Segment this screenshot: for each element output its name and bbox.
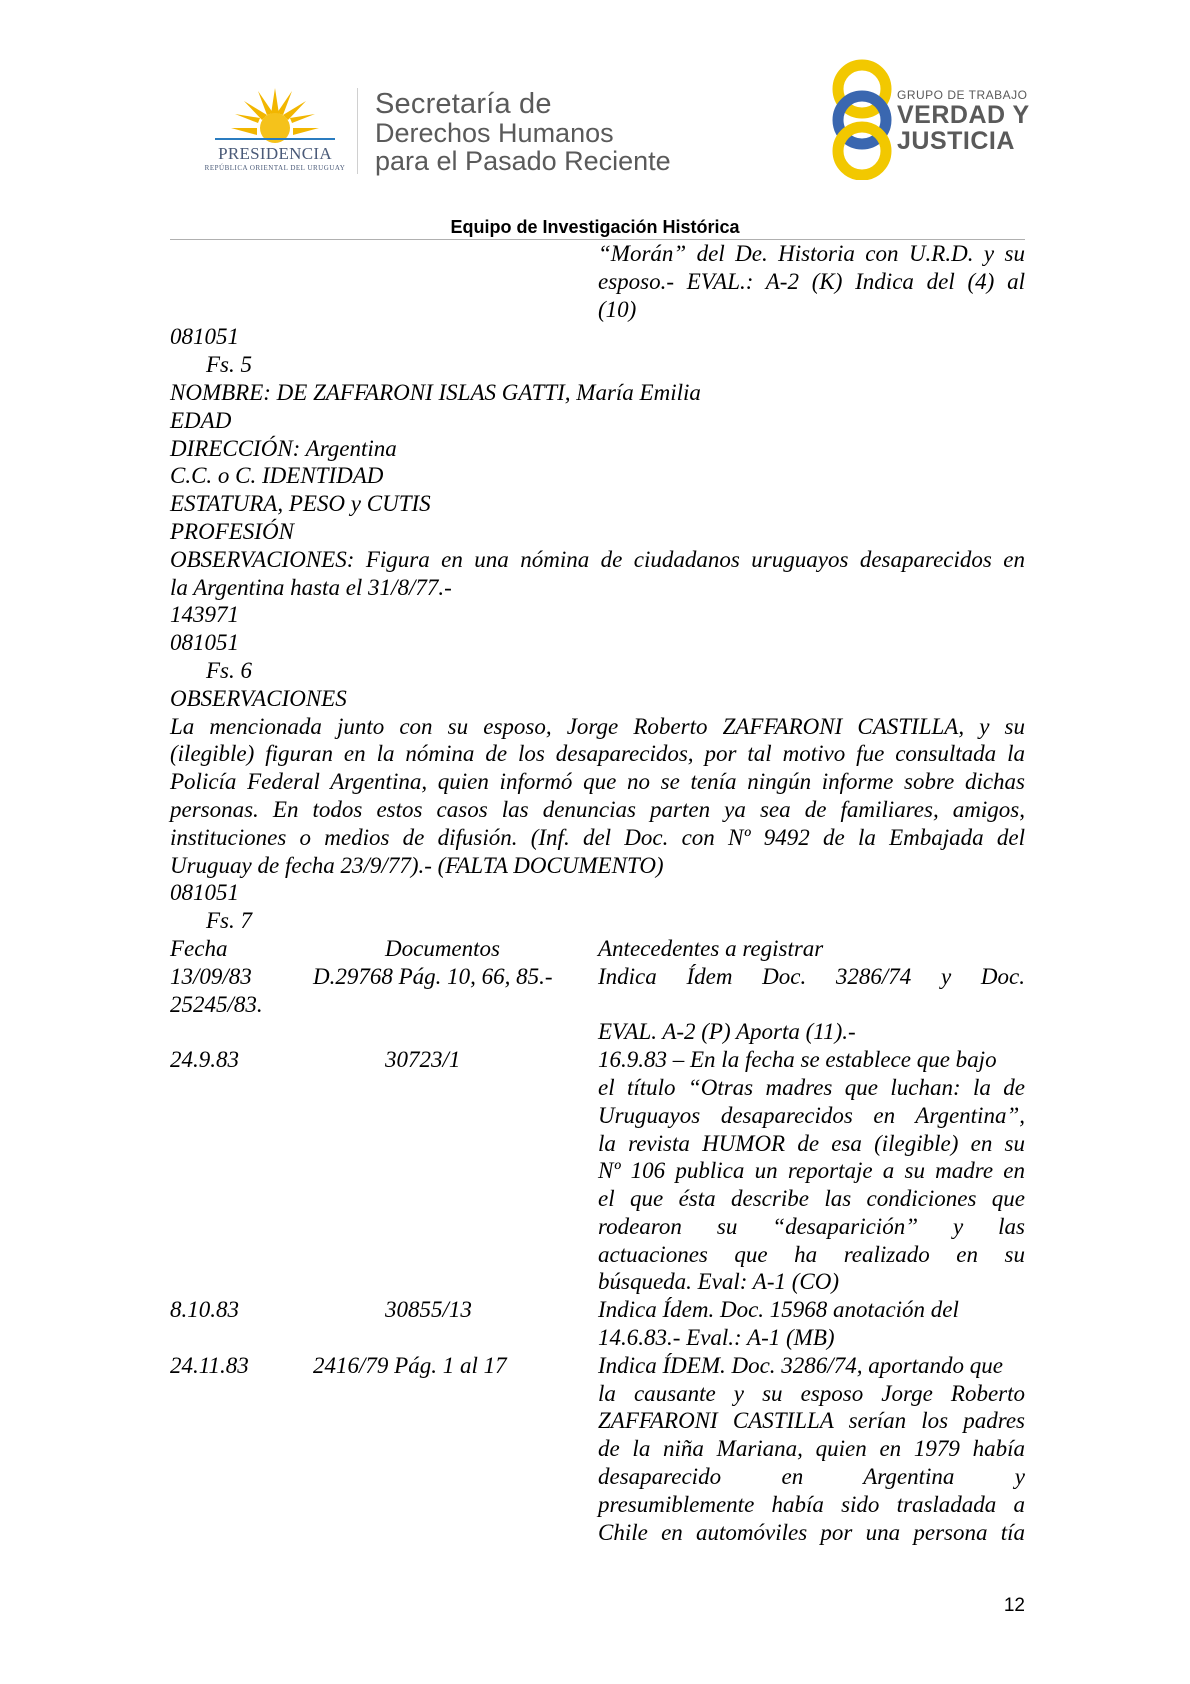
cell-antecedentes: desaparecido en Argentina y [598,1464,1025,1490]
folio-label: Fs. 6 [206,657,252,683]
cell-fecha: 24.9.83 [170,1047,239,1073]
column-header-documentos: Documentos [385,935,500,961]
presidencia-label: PRESIDENCIA [218,144,332,163]
column-header-fecha: Fecha [170,935,228,961]
record-code: 143971 [170,602,239,628]
presidencia-sublabel: REPÚBLICA ORIENTAL DEL URUGUAY [204,164,346,172]
field-estatura: ESTATURA, PESO y CUTIS [170,491,431,517]
table-row-continuation [170,1213,1025,1241]
record-code: 081051 [170,880,239,906]
table-row-continuation [170,1102,1025,1130]
verdad-justicia-title [897,88,1030,154]
table-row-continuation [170,1185,1025,1213]
table-row-continuation [170,1018,1025,1046]
folio-label: Fs. 7 [206,908,252,934]
cell-documentos: 30855/13 [385,1297,472,1323]
secretaria-line-3: para el Pasado Reciente [375,146,671,176]
cell-antecedentes: presumiblemente había sido trasladada a [598,1491,1025,1517]
table-row-continuation [170,1463,1025,1491]
gtvj-line-2: VERDAD Y [897,101,1030,129]
table-row-continuation [170,1435,1025,1463]
table-row-continuation [170,991,1025,1019]
cell-antecedentes: Indica Ídem. Doc. 15968 anotación del [598,1297,959,1323]
table-row-continuation [170,1157,1025,1185]
record-code: 081051 [170,630,239,656]
table-row [170,1046,1025,1074]
page-number: 12 [1003,1595,1025,1616]
table-row-continuation [170,1241,1025,1269]
field-observaciones-line-1: OBSERVACIONES: Figura en una nómina de ciudadanos uruguayos desaparecidos en [170,546,1025,572]
field-profesion: PROFESIÓN [170,518,294,544]
table-row-continuation [170,1519,1025,1547]
cell-antecedentes: el que ésta describe las condiciones que [598,1186,1025,1212]
cell-documentos: D.29768 Pág. 10, 66, 85.- [313,963,553,989]
table-header-row [170,935,1025,963]
cell-antecedentes: ZAFFARONI CASTILLA serían los padres [598,1408,1025,1434]
secretaria-title [375,90,671,175]
field-nombre: NOMBRE: DE ZAFFARONI ISLAS GATTI, María Emilia [170,379,701,405]
cell-fecha: 8.10.83 [170,1297,239,1323]
cell-antecedentes: EVAL. A-2 (P) Aporta (11).- [598,1019,856,1045]
cell-antecedentes: rodearon su “desaparición” y las [598,1213,1025,1239]
cell-antecedentes: Chile en automóviles por una persona tía [598,1519,1025,1545]
column-header-antecedentes: Antecedentes a registrar [598,935,824,961]
field-direccion: DIRECCIÓN: Argentina [170,435,397,461]
cell-antecedentes: Indica Ídem Doc. 3286/74 y Doc. [598,963,1025,989]
document-body [170,240,1025,1546]
cell-antecedentes: 14.6.83.- Eval.: A-1 (MB) [598,1325,835,1351]
cell-antecedentes: Indica ÍDEM. Doc. 3286/74, aportando que [598,1352,1003,1378]
cell-fecha: 24.11.83 [170,1352,249,1378]
paragraph-line: (ilegible) figuran en la nómina de los desaparecidos, por tal motivo fue consultada la [170,741,1025,767]
gtvj-line-3: JUSTICIA [897,127,1015,155]
field-observaciones-line-2: la Argentina hasta el 31/8/77.- [170,574,452,600]
cell-fecha-continuation: 25245/83. [170,991,263,1017]
cell-documentos: 2416/79 Pág. 1 al 17 [313,1352,507,1378]
cell-antecedentes: 16.9.83 – En la fecha se establece que bajo [598,1047,997,1073]
presidencia-logo [200,80,350,176]
table-row-continuation [170,1380,1025,1408]
cell-antecedentes: el título “Otras madres que luchan: la de [598,1074,1025,1100]
table-row [170,1296,1025,1324]
paragraph-line: Policía Federal Argentina, quien informó que no se tenía ningún informe sobre dichas [170,769,1025,795]
table-row-continuation [170,1130,1025,1158]
table-row [170,963,1025,991]
record-code: 081051 [170,324,239,350]
paragraph-line: La mencionada junto con su esposo, Jorge Roberto ZAFFARONI CASTILLA, y su [170,713,1025,739]
cell-antecedentes: la causante y su esposo Jorge Roberto [598,1380,1025,1406]
cell-antecedentes: la revista HUMOR de esa (ilegible) en su [598,1130,1025,1156]
field-cc: C.C. o C. IDENTIDAD [170,463,384,489]
sun-emblem-icon [200,80,350,150]
observaciones-heading: OBSERVACIONES [170,685,347,711]
cell-antecedentes: actuaciones que ha realizado en su [598,1241,1025,1267]
rings-emblem-icon [822,56,902,180]
cell-antecedentes: Nº 106 publica un reportaje a su madre en [598,1158,1025,1184]
paragraph-line: instituciones o medios de difusión. (Inf. del Doc. con Nº 9492 de la Embajada del [170,824,1025,850]
secretaria-line-1: Secretaría de [375,88,552,120]
continued-line-2: esposo.- EVAL.: A-2 (K) Indica del (4) al [598,268,1025,294]
table-row-continuation [170,1268,1025,1296]
paragraph-line: personas. En todos estos casos las denuncias parten ya sea de familiares, amigos, [170,796,1025,822]
header-divider [357,88,358,174]
verdad-justicia-logo [822,56,902,180]
paragraph-line: Uruguay de fecha 23/9/77).- (FALTA DOCUMENTO) [170,852,664,878]
secretaria-line-2: Derechos Humanos [375,118,614,148]
continued-line-1: “Morán” del De. Historia con U.R.D. y su [598,241,1025,266]
field-edad: EDAD [170,407,232,433]
table-row [170,1352,1025,1380]
cell-antecedentes: búsqueda. Eval: A-1 (CO) [598,1269,840,1295]
cell-antecedentes: de la niña Mariana, quien en 1979 había [598,1436,1025,1462]
cell-antecedentes: Uruguayos desaparecidos en Argentina”, [598,1102,1025,1128]
cell-fecha: 13/09/83 [170,963,252,989]
cell-documentos: 30723/1 [385,1047,461,1073]
table-row-continuation [170,1407,1025,1435]
continued-line-3: (10) [598,296,637,322]
table-row-continuation [170,1074,1025,1102]
gtvj-line-1: GRUPO DE TRABAJO [897,88,1028,102]
team-title: Equipo de Investigación Histórica [450,217,740,237]
table-row-continuation [170,1491,1025,1519]
folio-label: Fs. 5 [206,352,252,378]
table-row-continuation [170,1324,1025,1352]
